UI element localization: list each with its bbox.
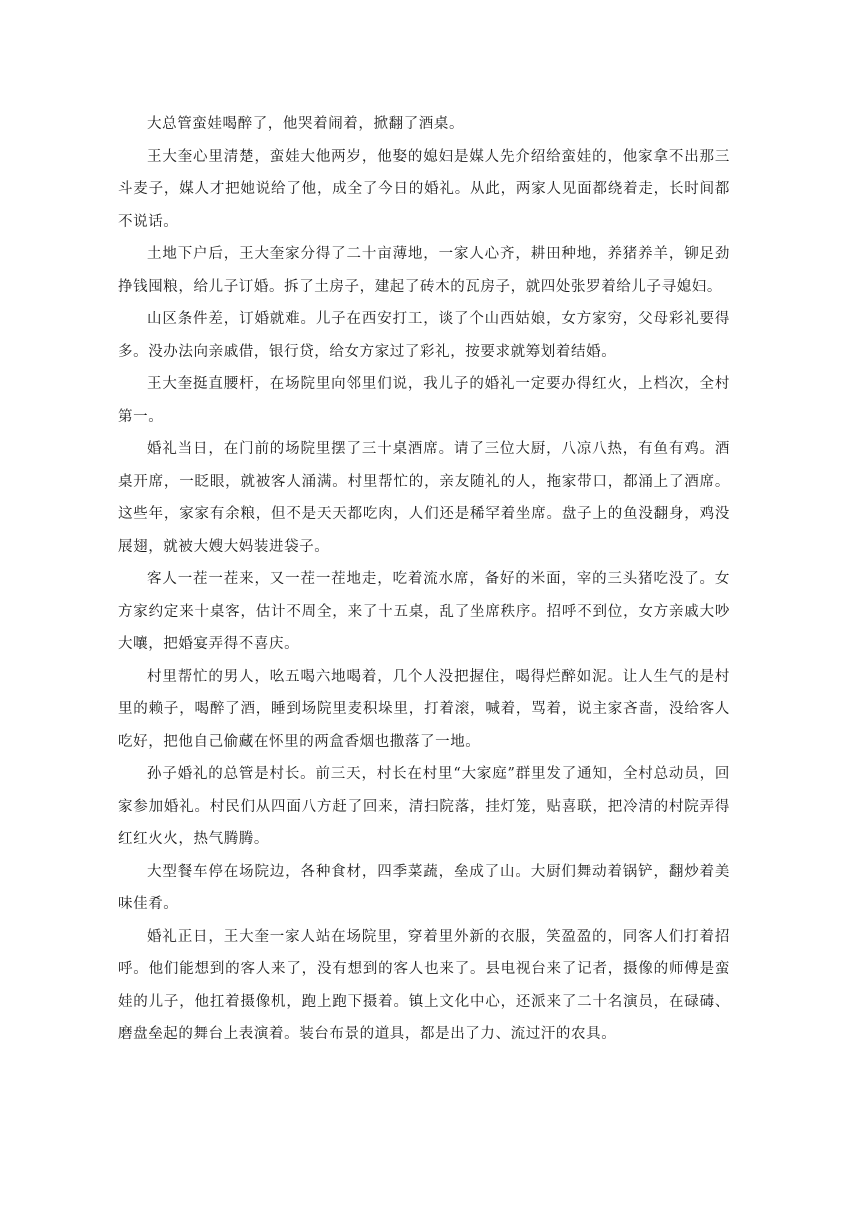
story-text <box>118 108 730 1051</box>
paragraph-7: 客人一茬一茬来，又一茬一茬地走，吃着流水席，备好的米面，宰的三头猪吃没了。女方家约定来十桌客，估计不周全，来了十五桌，乱了坐席秩序。招呼不到位，女方亲戚大吵大嚷，把婚宴弄得不喜庆。 <box>118 571 730 652</box>
paragraph-1: 大总管蛮娃喝醉了，他哭着闹着，掀翻了酒桌。 <box>147 116 465 132</box>
paragraph-6: 婚礼当日，在门前的场院里摆了三十桌酒席。请了三位大厨，八凉八热，有鱼有鸡。酒桌开席，一眨眼，就被客人涌满。村里帮忙的，亲友随礼的人，拖家带口，都涌上了酒席。这些年，家家有余粮，但不是天天都吃肉，人们还是稀罕着坐席。盘子上的鱼没翻身，鸡没展翅，就被大嫂大妈装进袋子。 <box>118 441 730 555</box>
paragraph-4: 山区条件差，订婚就难。儿子在西安打工，谈了个山西姑娘，女方家穷，父母彩礼要得多。没办法向亲戚借，银行贷，给女方家过了彩礼，按要求就筹划着结婚。 <box>118 311 730 360</box>
paragraph-10: 大型餐车停在场院边，各种食材，四季菜蔬，垒成了山。大厨们舞动着锅铲，翻炒着美味佳肴。 <box>118 863 730 912</box>
paragraph-8: 村里帮忙的男人，吆五喝六地喝着，几个人没把握住，喝得烂醉如泥。让人生气的是村里的赖子，喝醉了酒，睡到场院里麦积垛里，打着滚，喊着，骂着，说主家吝啬，没给客人吃好，把他自己偷藏在怀里的两盒香烟也撒落了一地。 <box>118 668 730 750</box>
paragraph-2: 王大奎心里清楚，蛮娃大他两岁，他娶的媳妇是媒人先介绍给蛮娃的，他家拿不出那三斗麦子，媒人才把她说给了他，成全了今日的婚礼。从此，两家人见面都绕着走，长时间都不说话。 <box>118 148 730 230</box>
paragraph-11: 婚礼正日，王大奎一家人站在场院里，穿着里外新的衣服，笑盈盈的，同客人们打着招呼。他们能想到的客人来了，没有想到的客人也来了。县电视台来了记者，摄像的师傅是蛮娃的儿子，他扛着摄像机，跑上跑下摄着。镇上文化中心，还派来了二十名演员，在碌碡、磨盘垒起的舞台上表演着。装台布景的道具，都是出了力、流过汗的农具。 <box>118 928 730 1042</box>
paragraph-9: 孙子婚礼的总管是村长。前三天，村长在村里“大家庭”群里发了通知，全村总动员，回家参加婚礼。村民们从四面八方赶了回来，清扫院落，挂灯笼，贴喜联，把冷清的村院弄得红红火火，热气腾腾。 <box>118 766 730 847</box>
paragraph-5: 王大奎挺直腰杆，在场院里向邻里们说，我儿子的婚礼一定要办得红火，上档次，全村第一。 <box>118 376 730 425</box>
paragraph-3: 土地下户后，王大奎家分得了二十亩薄地，一家人心齐，耕田种地，养猪养羊，铆足劲挣钱囤粮，给儿子订婚。拆了土房子，建起了砖木的瓦房子，就四处张罗着给儿子寻媳妇。 <box>118 246 730 295</box>
